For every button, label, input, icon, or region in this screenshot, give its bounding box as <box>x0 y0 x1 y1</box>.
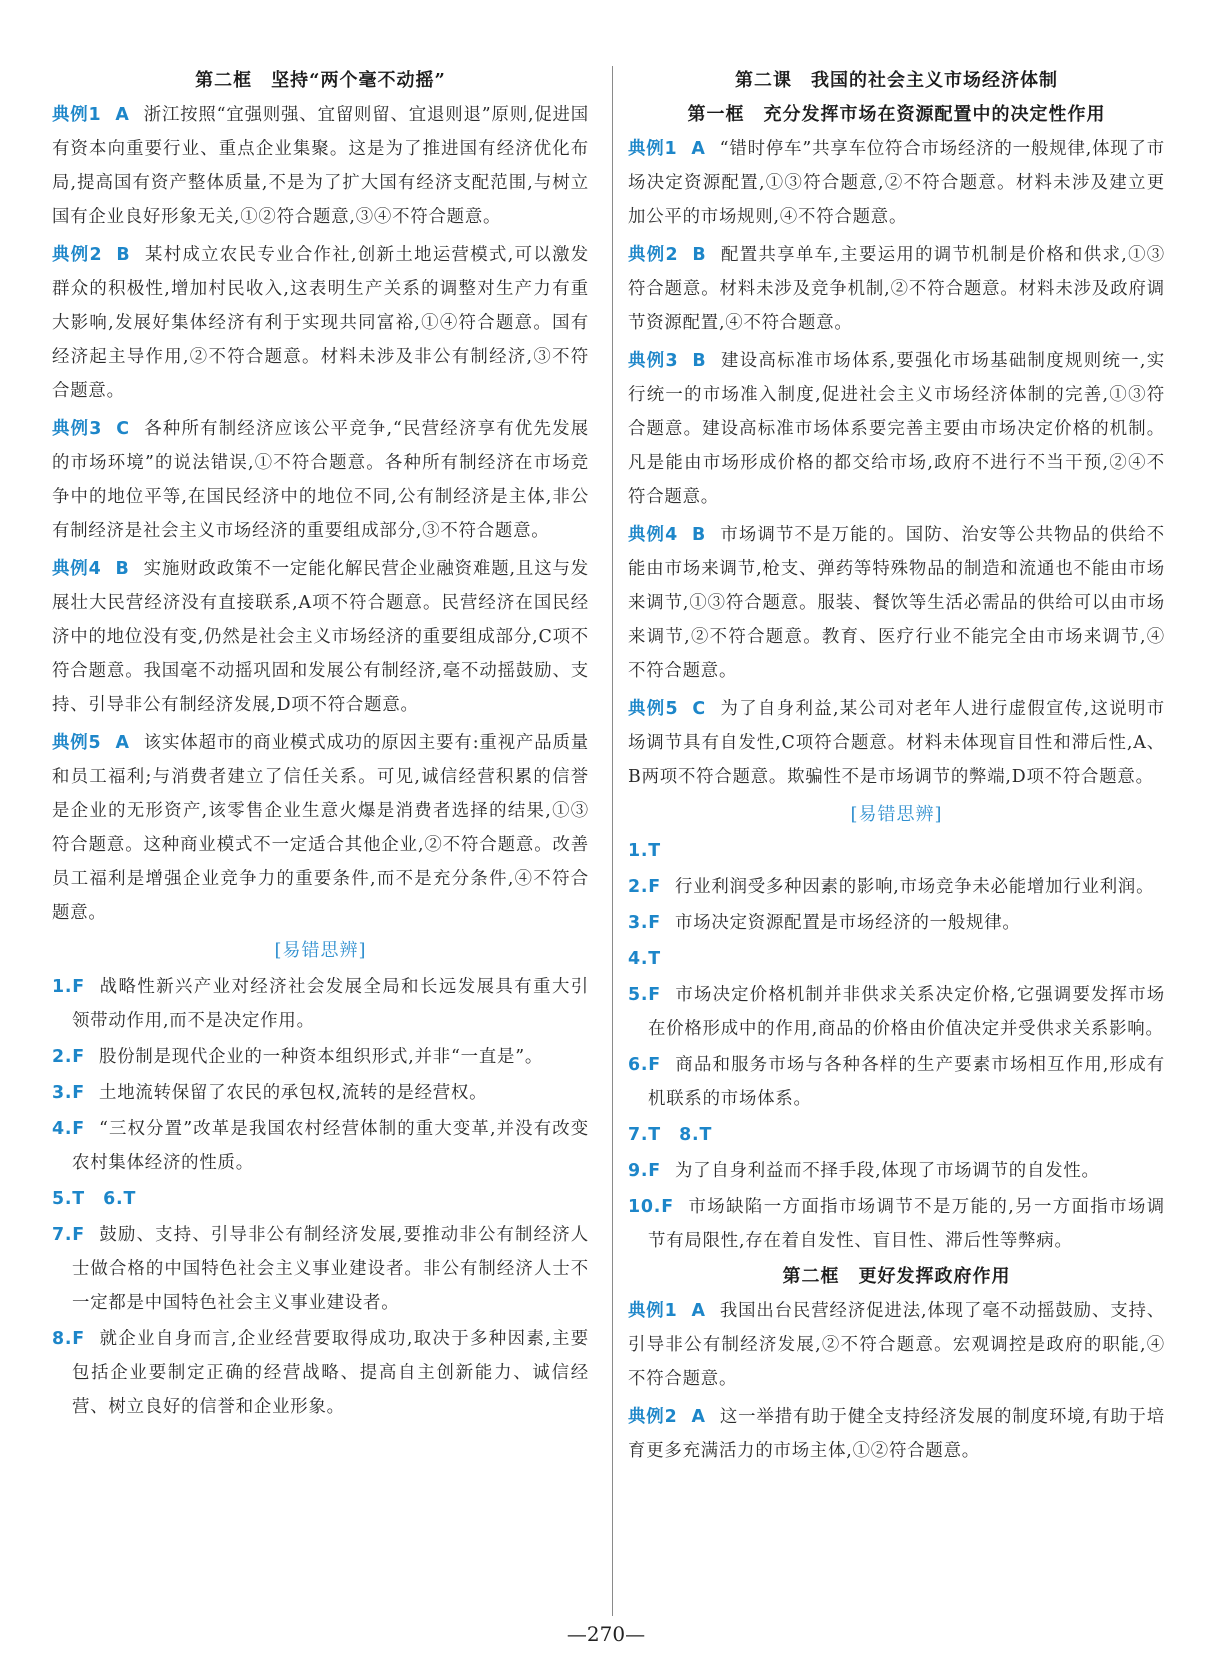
lesson-title: 第二课 我国的社会主义市场经济体制 <box>735 70 1058 91</box>
example-text: 市场调节不是万能的。国防、治安等公共物品的供给不能由市场来调节,枪支、弹药等特殊物品的制造和流通也不能由市场来调节,①③符合题意。服装、餐饮等生活必需品的供给可以由市场来调节,②不符合题意。教育、医疗行业不能完全由市场来调节,④不符合题意。 <box>628 525 1165 681</box>
example-answer: A <box>115 733 130 753</box>
example-label: 典例4 <box>628 525 678 545</box>
right-example-4 <box>628 518 1165 688</box>
example-answer: A <box>691 1407 706 1427</box>
left-example-2 <box>52 238 589 408</box>
example-text: 配置共享单车,主要运用的调节机制是价格和供求,①③符合题意。材料未涉及竞争机制,②不符合题意。材料未涉及政府调节资源配置,④不符合题意。 <box>628 245 1165 333</box>
item-text: 战略性新兴产业对经济社会发展全局和长远发展具有重大引领带动作用,而不是决定作用。 <box>72 977 589 1031</box>
item-text: 土地流转保留了农民的承包权,流转的是经营权。 <box>99 1083 488 1103</box>
right-example-2 <box>628 238 1165 340</box>
left-example-4 <box>52 552 589 722</box>
example-answer: B <box>116 245 131 265</box>
example-label: 典例3 <box>628 351 679 371</box>
right-frame2-example-2 <box>628 1400 1165 1468</box>
item-text: 商品和服务市场与各种各样的生产要素市场相互作用,形成有机联系的市场体系。 <box>648 1055 1165 1109</box>
item-number: 9.F <box>628 1161 661 1181</box>
example-answer: C <box>692 699 706 719</box>
item-text: 就企业自身而言,企业经营要取得成功,取决于多种因素,主要包括企业要制定正确的经营战略、提高自主创新能力、诚信经营、树立良好的信誉和企业形象。 <box>72 1329 589 1417</box>
item-number: 1.F <box>52 977 85 997</box>
item-number: 10.F <box>628 1197 674 1217</box>
left-column <box>52 64 589 1426</box>
example-answer: B <box>691 525 707 545</box>
example-label: 典例2 <box>52 245 103 265</box>
item-text: 为了自身利益而不择手段,体现了市场调节的自发性。 <box>675 1161 1100 1181</box>
item-text: 市场决定价格机制并非供求关系决定价格,它强调要发挥市场在价格形成中的作用,商品的价格由价值决定并受供求关系影响。 <box>648 985 1165 1039</box>
example-text: 浙江按照“宜强则强、宜留则留、宜退则退”原则,促进国有资本向重要行业、重点企业集聚。这是为了推进国有经济优化布局,提高国有资产整体质量,不是为了扩大国有经济支配范围,与树立国有企业良好形象无关,①②符合题意,③④不符合题意。 <box>52 105 589 227</box>
left-item-4 <box>52 1112 589 1180</box>
example-text: 该实体超市的商业模式成功的原因主要有:重视产品质量和员工福利;与消费者建立了信任关系。可见,诚信经营积累的信誉是企业的无形资产,该零售企业生意火爆是消费者选择的结果,①③符合题意。这种商业模式不一定适合其他企业,②不符合题意。改善员工福利是增强企业竞争力的重要条件,而不是充分条件,④不符合题意。 <box>52 733 589 923</box>
example-answer: C <box>116 419 130 439</box>
item-text: 行业利润受多种因素的影响,市场竞争未必能增加行业利润。 <box>675 877 1155 897</box>
left-example-1 <box>52 98 589 234</box>
left-example-3 <box>52 412 589 548</box>
example-answer: A <box>691 1301 706 1321</box>
example-label: 典例4 <box>52 559 102 579</box>
right-item-9 <box>628 1154 1165 1188</box>
left-item-8 <box>52 1322 589 1424</box>
column-divider <box>612 66 613 1616</box>
item-number: 6.F <box>628 1055 661 1075</box>
item-number: 3.F <box>52 1083 85 1103</box>
right-section-heading: [易错思辨] <box>850 804 943 825</box>
left-item-7 <box>52 1218 589 1320</box>
example-label: 典例1 <box>628 1301 678 1321</box>
item-number: 7.F <box>52 1225 85 1245</box>
item-number: 2.F <box>628 877 661 897</box>
item-number: 5.F <box>628 985 661 1005</box>
right-item-5 <box>628 978 1165 1046</box>
right-frame2-example-1 <box>628 1294 1165 1396</box>
example-answer: B <box>692 351 707 371</box>
item-text: 市场缺陷一方面指市场调节不是万能的,另一方面指市场调节有局限性,存在着自发性、盲目性、滞后性等弊病。 <box>648 1197 1165 1251</box>
right-item-2 <box>628 870 1165 904</box>
example-text: 我国出台民营经济促进法,体现了毫不动摇鼓励、支持、引导非公有制经济发展,②不符合题意。宏观调控是政府的职能,④不符合题意。 <box>628 1301 1165 1389</box>
frame2-title: 第二框 更好发挥政府作用 <box>782 1266 1011 1287</box>
left-item-3 <box>52 1076 589 1110</box>
example-text: 为了自身利益,某公司对老年人进行虚假宣传,这说明市场调节具有自发性,C项符合题意。材料未体现盲目性和滞后性,A、B两项不符合题意。欺骗性不是市场调节的弊端,D项不符合题意。 <box>628 699 1165 787</box>
item-text: 鼓励、支持、引导非公有制经济发展,要推动非公有制经济人士做合格的中国特色社会主义事业建设者。非公有制经济人士不一定都是中国特色社会主义事业建设者。 <box>72 1225 589 1313</box>
right-item-3 <box>628 906 1165 940</box>
right-item-1 <box>628 834 1165 868</box>
item-number: 1.T <box>628 841 661 861</box>
right-item-6 <box>628 1048 1165 1116</box>
item-number: 8.F <box>52 1329 85 1349</box>
example-text: 这一举措有助于健全支持经济发展的制度环境,有助于培育更多充满活力的市场主体,①②符合题意。 <box>628 1407 1165 1461</box>
example-label: 典例1 <box>628 139 678 159</box>
right-column <box>628 64 1165 1472</box>
example-label: 典例5 <box>52 733 102 753</box>
page-number: —270— <box>566 1622 646 1646</box>
example-text: 各种所有制经济应该公平竞争,“民营经济享有优先发展的市场环境”的说法错误,①不符合题意。各种所有制经济在市场竞争中的地位平等,在国民经济中的地位不同,公有制经济是主体,非公有制经济是社会主义市场经济的重要组成部分,③不符合题意。 <box>52 419 589 541</box>
right-example-3 <box>628 344 1165 514</box>
frame1-title: 第一框 充分发挥市场在资源配置中的决定性作用 <box>687 104 1106 125</box>
left-frame-title: 第二框 坚持“两个毫不动摇” <box>195 70 446 91</box>
example-text: 建设高标准市场体系,要强化市场基础制度规则统一,实行统一的市场准入制度,促进社会主义市场经济体制的完善,①③符合题意。建设高标准市场体系要完善主要由市场决定价格的机制。凡是能由市场形成价格的都交给市场,政府不进行不当干预,②④不符合题意。 <box>628 351 1165 507</box>
example-text: 实施财政政策不一定能化解民营企业融资难题,且这与发展壮大民营经济没有直接联系,A项不符合题意。民营经济在国民经济中的地位没有变,仍然是社会主义市场经济的重要组成部分,C项不符合题意。我国毫不动摇巩固和发展公有制经济,毫不动摇鼓励、支持、引导非公有制经济发展,D项不符合题意。 <box>52 559 589 715</box>
example-answer: A <box>115 105 130 125</box>
left-item-5-6 <box>52 1182 589 1216</box>
item-number: 4.F <box>52 1119 85 1139</box>
right-example-1 <box>628 132 1165 234</box>
left-item-1 <box>52 970 589 1038</box>
item-number: 5.T 6.T <box>52 1189 137 1209</box>
right-example-5 <box>628 692 1165 794</box>
left-example-5 <box>52 726 589 930</box>
right-item-10 <box>628 1190 1165 1258</box>
example-label: 典例3 <box>52 419 103 439</box>
right-item-4 <box>628 942 1165 976</box>
example-text: “错时停车”共享车位符合市场经济的一般规律,体现了市场决定资源配置,①③符合题意,②不符合题意。材料未涉及建立更加公平的市场规则,④不符合题意。 <box>628 139 1165 227</box>
item-number: 7.T 8.T <box>628 1125 713 1145</box>
left-item-2 <box>52 1040 589 1074</box>
example-label: 典例1 <box>52 105 102 125</box>
example-answer: A <box>691 139 706 159</box>
left-section-heading: [易错思辨] <box>274 940 367 961</box>
example-label: 典例5 <box>628 699 679 719</box>
item-text: 市场决定资源配置是市场经济的一般规律。 <box>675 913 1021 933</box>
example-answer: B <box>692 245 707 265</box>
item-number: 3.F <box>628 913 661 933</box>
item-text: “三权分置”改革是我国农村经营体制的重大变革,并没有改变农村集体经济的性质。 <box>72 1119 589 1173</box>
example-label: 典例2 <box>628 1407 678 1427</box>
example-text: 某村成立农民专业合作社,创新土地运营模式,可以激发群众的积极性,增加村民收入,这表明生产关系的调整对生产力有重大影响,发展好集体经济有利于实现共同富裕,①④符合题意。国有经济起主导作用,②不符合题意。材料未涉及非公有制经济,③不符合题意。 <box>52 245 589 401</box>
item-number: 4.T <box>628 949 661 969</box>
right-item-7-8 <box>628 1118 1165 1152</box>
example-label: 典例2 <box>628 245 679 265</box>
item-number: 2.F <box>52 1047 85 1067</box>
example-answer: B <box>115 559 130 579</box>
item-text: 股份制是现代企业的一种资本组织形式,并非“一直是”。 <box>99 1047 544 1067</box>
